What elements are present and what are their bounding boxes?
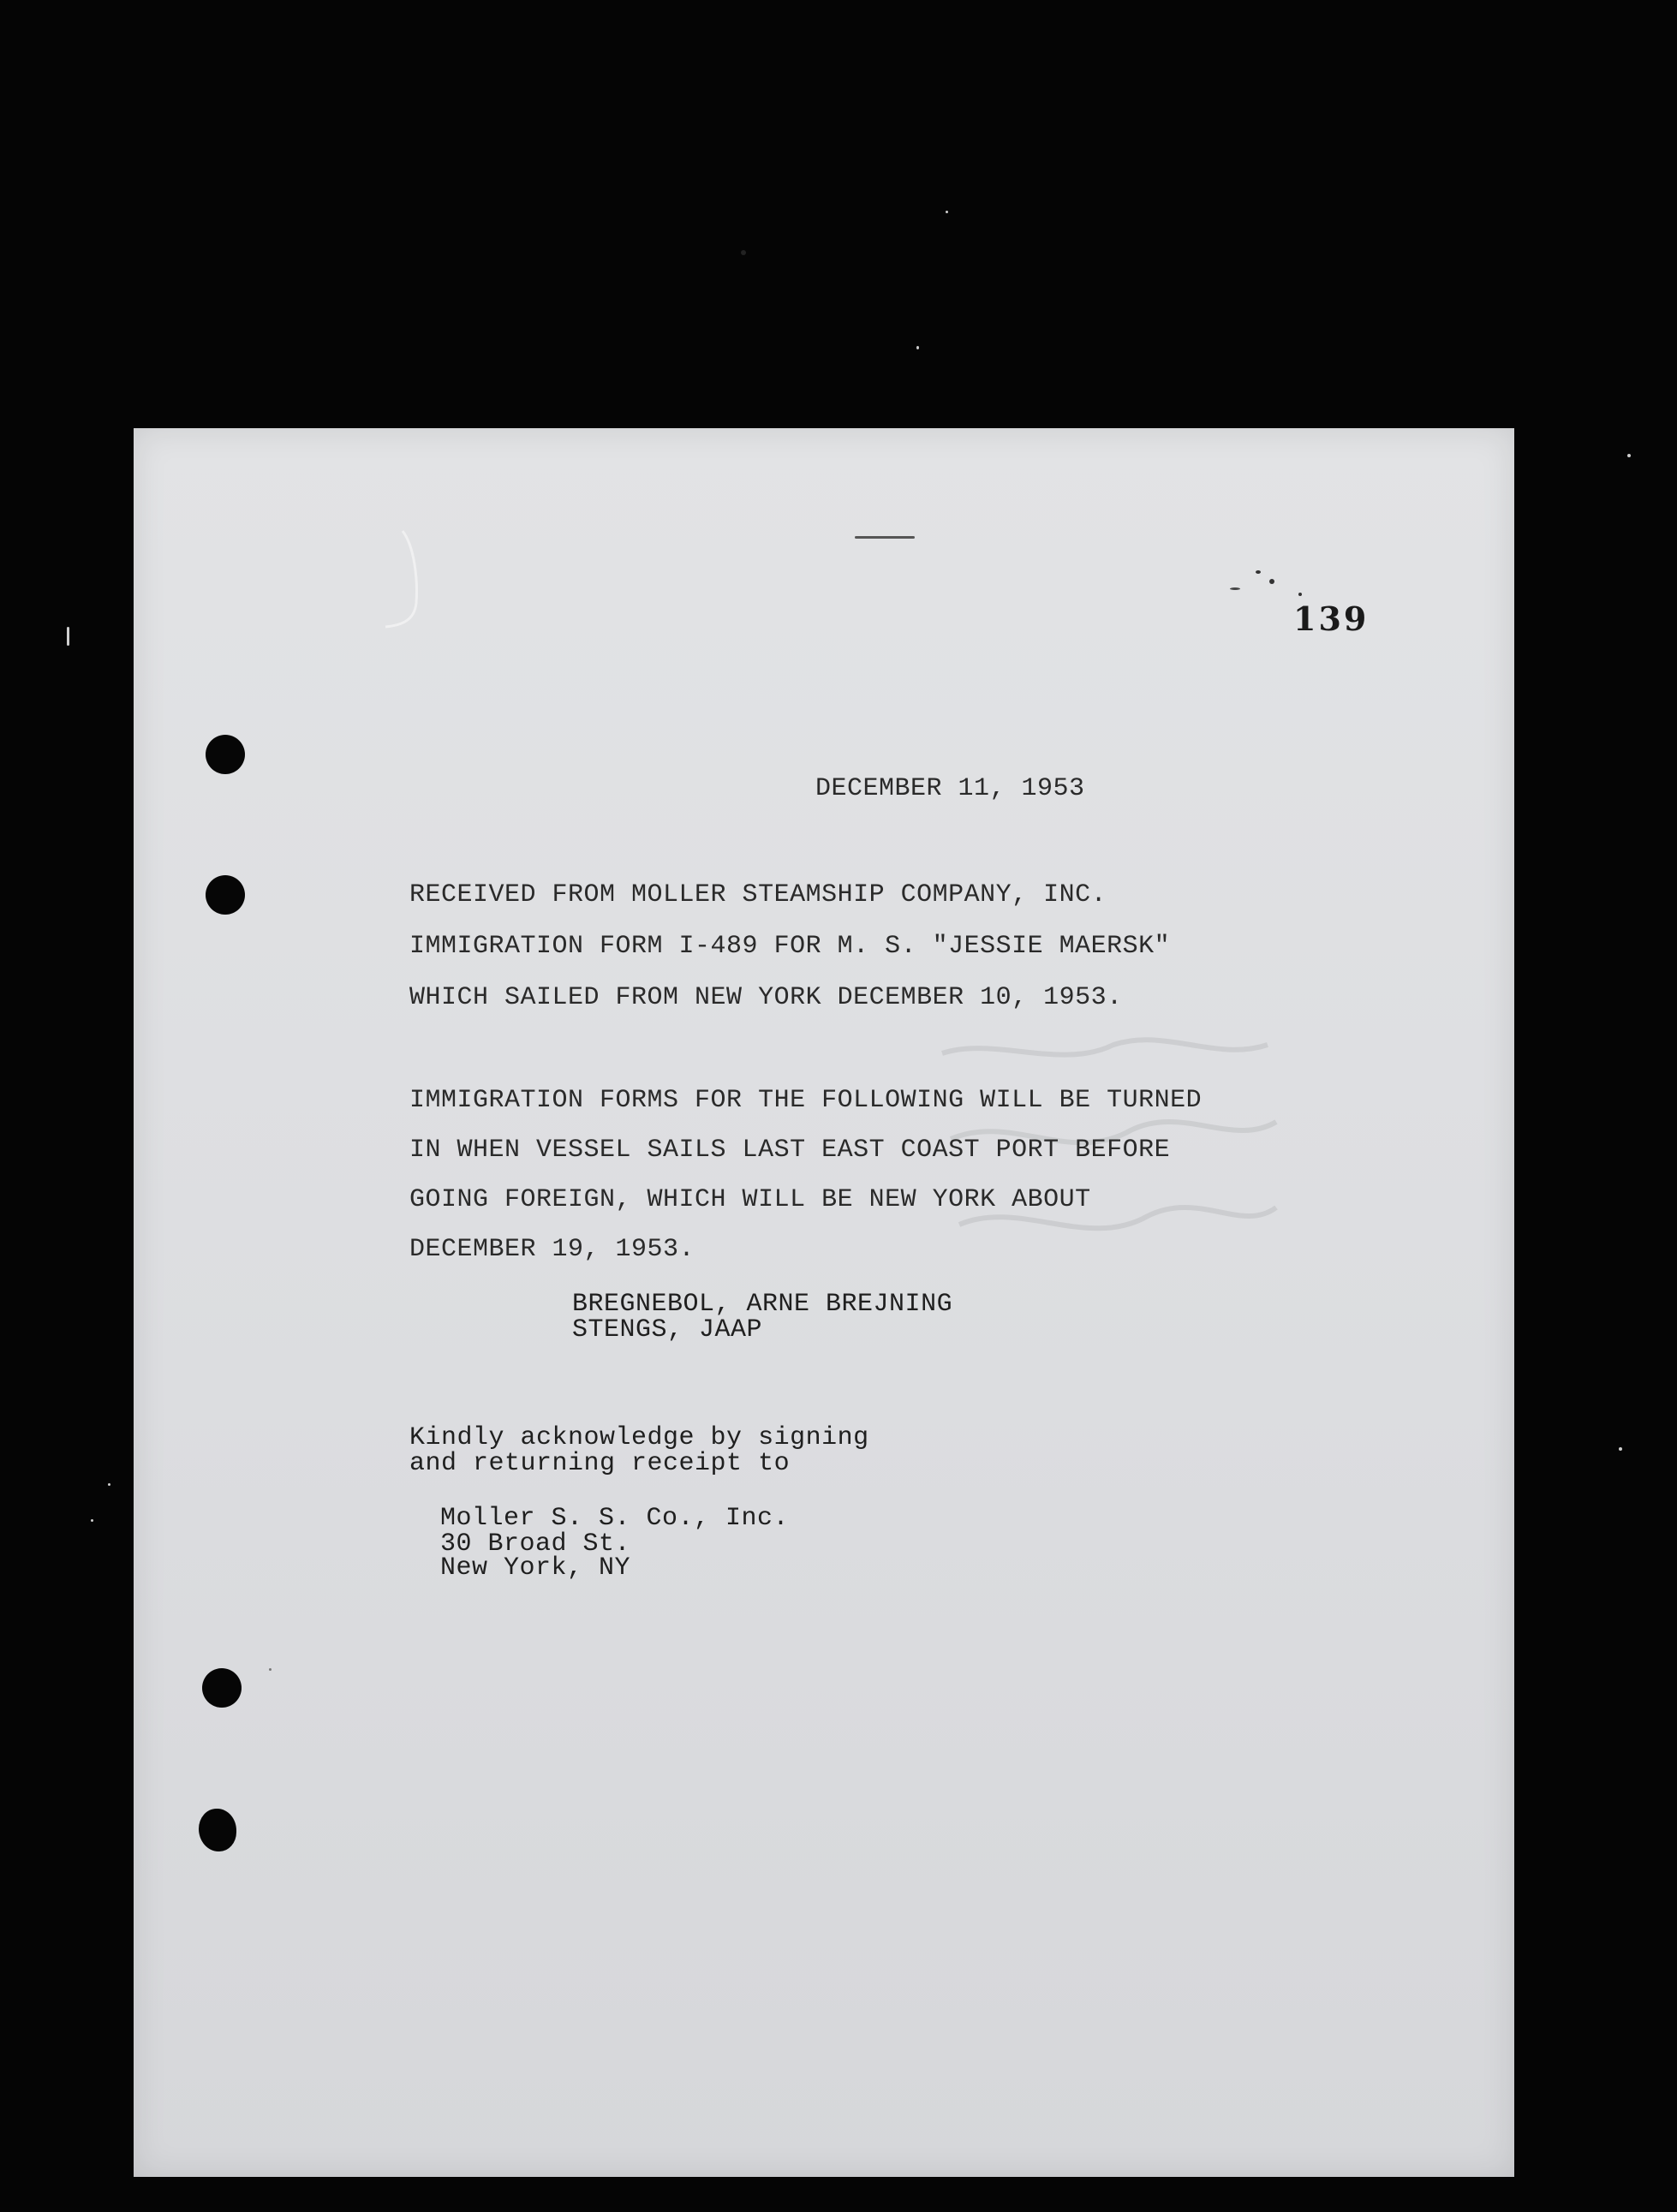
body-line: IN WHEN VESSEL SAILS LAST EAST COAST PORT BEFORE (409, 1136, 1171, 1165)
address-line: New York, NY (440, 1553, 631, 1583)
scan-mark (855, 536, 915, 539)
punch-hole (206, 875, 245, 915)
crew-name: BREGNEBOL, ARNE BREJNING (572, 1290, 953, 1319)
crew-name: STENGS, JAAP (572, 1315, 763, 1344)
body-line: RECEIVED FROM MOLLER STEAMSHIP COMPANY, INC. (409, 880, 1107, 909)
body-line: IMMIGRATION FORMS FOR THE FOLLOWING WILL BE TURNED (409, 1086, 1203, 1115)
body-line: DECEMBER 19, 1953. (409, 1235, 695, 1264)
scan-speck (946, 211, 948, 213)
scan-speck (91, 1519, 93, 1522)
scan-speck (67, 627, 69, 646)
punch-hole (206, 735, 245, 774)
punch-hole (202, 1668, 242, 1708)
page-number: 139 (1293, 599, 1370, 638)
body-line: WHICH SAILED FROM NEW YORK DECEMBER 10, 1953. (409, 983, 1123, 1012)
acknowledgement-line: and returning receipt to (409, 1449, 791, 1478)
scan-mark (1230, 587, 1240, 590)
punch-hole (199, 1809, 236, 1851)
letter-date: DECEMBER 11, 1953 (815, 774, 1085, 803)
address-line: 30 Broad St. (440, 1529, 631, 1559)
body-line: IMMIGRATION FORM I-489 FOR M. S. "JESSIE MAERSK" (409, 932, 1171, 961)
scan-mark (1256, 570, 1261, 574)
body-line: GOING FOREIGN, WHICH WILL BE NEW YORK ABOUT (409, 1185, 1091, 1214)
scan-mark (1298, 593, 1302, 596)
scan-speck (1619, 1447, 1622, 1451)
acknowledgement-line: Kindly acknowledge by signing (409, 1423, 869, 1452)
scan-mark (269, 1668, 272, 1671)
scan-mark (1269, 579, 1274, 584)
scan-speck (916, 346, 919, 349)
scan-speck (741, 250, 746, 255)
scan-speck (108, 1483, 110, 1486)
address-line: Moller S. S. Co., Inc. (440, 1504, 790, 1533)
pencil-mark (377, 529, 428, 632)
scan-speck (1627, 454, 1631, 457)
